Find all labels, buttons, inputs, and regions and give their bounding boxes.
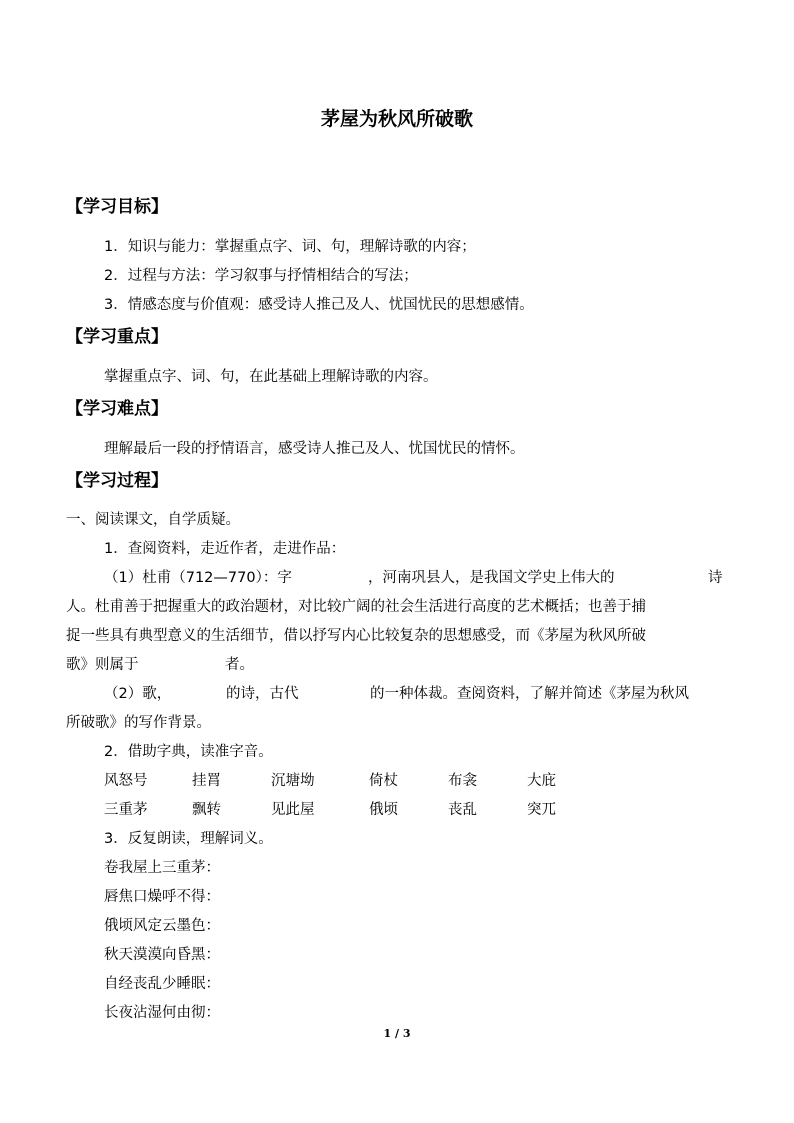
word-item: 倚杖 <box>369 773 398 789</box>
page-title: 茅屋为秋风所破歌 <box>320 108 473 130</box>
goals-heading: 【学习目标】 <box>66 197 168 217</box>
phrase-item: 俄顷风定云墨色： <box>104 918 220 934</box>
key-heading: 【学习重点】 <box>66 327 168 347</box>
step3-heading: 3．反复朗读，理解词义。 <box>104 831 273 847</box>
goal-item-1: 1．知识与能力：掌握重点字、词、句，理解诗歌的内容； <box>104 239 476 255</box>
phrase-item: 唇焦口燥呼不得： <box>104 889 220 905</box>
goal-item-3: 3．情感态度与价值观：感受诗人推己及人、忧国忧民的思想感情。 <box>104 297 534 313</box>
step2-heading: 2．借助字典，读准字音。 <box>104 744 273 760</box>
ge-line1-b: 的诗，古代 <box>226 686 299 702</box>
process-heading: 【学习过程】 <box>66 471 168 491</box>
word-item: 三重茅 <box>104 802 148 818</box>
dufu-line4-b: 者。 <box>225 657 254 673</box>
phrase-item: 卷我屋上三重茅： <box>104 860 220 876</box>
word-item: 挂罥 <box>192 773 221 789</box>
word-item: 布衾 <box>448 773 477 789</box>
word-item: 大庇 <box>527 773 556 789</box>
dufu-line1-a: （1）杜甫（712—770）：字 <box>104 570 292 586</box>
ge-line1-a: （2）歌， <box>104 686 172 702</box>
goal-item-2: 2．过程与方法：学习叙事与抒情相结合的写法； <box>104 268 418 284</box>
dufu-line2: 人。杜甫善于把握重大的政治题材，对比较广阔的社会生活进行高度的艺术概括；也善于捕 <box>66 599 646 615</box>
difficulty-heading: 【学习难点】 <box>66 399 168 419</box>
ge-line2: 所破歌》的写作背景。 <box>66 715 211 731</box>
word-item: 沉塘坳 <box>271 773 315 789</box>
page-number: 1 / 3 <box>383 1027 411 1040</box>
word-item: 风怒号 <box>104 773 148 789</box>
part1-heading: 一、阅读课文，自学质疑。 <box>66 512 240 528</box>
word-item: 俄顷 <box>369 802 398 818</box>
ge-line1-c: 的一种体裁。查阅资料，了解并简述《茅屋为秋风 <box>370 686 689 702</box>
dufu-line1-b: ，河南巩县人，是我国文学史上伟大的 <box>368 570 615 586</box>
step1-heading: 1．查阅资料，走近作者，走进作品： <box>104 541 346 557</box>
phrase-item: 自经丧乱少睡眠： <box>104 976 220 992</box>
phrase-item: 长夜沾湿何由彻： <box>104 1005 220 1021</box>
key-text: 掌握重点字、词、句，在此基础上理解诗歌的内容。 <box>104 369 438 385</box>
difficulty-text: 理解最后一段的抒情语言，感受诗人推己及人、忧国忧民的情怀。 <box>104 441 525 457</box>
word-item: 丧乱 <box>448 802 477 818</box>
dufu-line1-c: 诗 <box>708 570 723 586</box>
word-item: 飘转 <box>192 802 221 818</box>
phrase-item: 秋天漠漠向昏黑： <box>104 947 220 963</box>
word-item: 见此屋 <box>271 802 315 818</box>
dufu-line3: 捉一些具有典型意义的生活细节，借以抒写内心比较复杂的思想感受，而《茅屋为秋风所破 <box>66 628 646 644</box>
dufu-line4-a: 歌》则属于 <box>66 657 139 673</box>
word-item: 突兀 <box>527 802 556 818</box>
